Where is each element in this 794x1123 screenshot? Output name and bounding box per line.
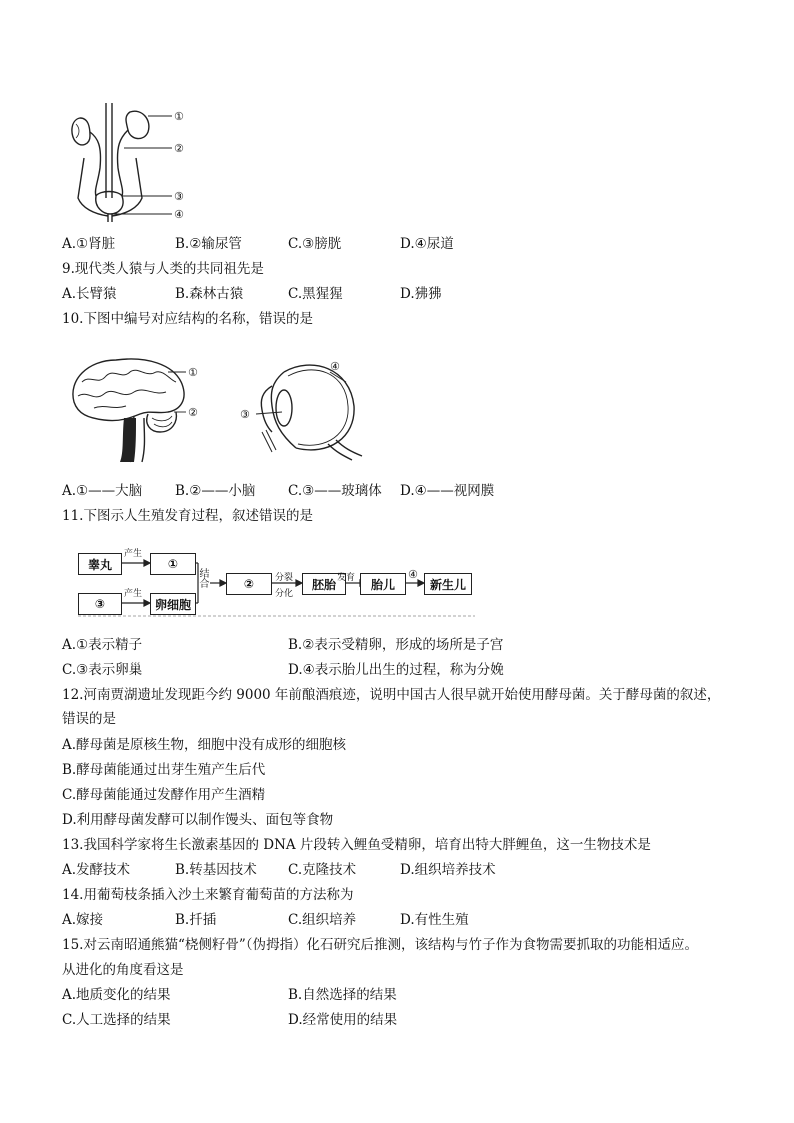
box-1: ① — [150, 553, 196, 575]
produce-label-1: 产生 — [124, 549, 143, 559]
q14-option-c[interactable]: C.组织培养 — [288, 912, 357, 928]
q11-option-a[interactable]: A.①表示精子 — [62, 637, 143, 653]
box-3: ③ — [78, 593, 122, 615]
q8-label-1: ① — [174, 110, 184, 123]
fetus-box: 胎儿 — [360, 573, 406, 595]
q10-stem: 10.下图中编号对应结构的名称，错误的是 — [62, 311, 313, 327]
q12-option-c[interactable]: C.酵母菌能通过发酵作用产生酒精 — [62, 787, 266, 803]
q11-option-b[interactable]: B.②表示受精卵，形成的场所是子宫 — [288, 637, 504, 653]
q8-option-c[interactable]: C.③膀胱 — [288, 236, 342, 252]
q10-label-4: ④ — [330, 360, 340, 373]
q10-label-2: ② — [188, 406, 198, 419]
q9-option-d[interactable]: D.狒狒 — [400, 286, 442, 302]
q10-label-3: ③ — [240, 408, 250, 421]
q14-option-b[interactable]: B.扦插 — [175, 912, 217, 928]
q10-option-b[interactable]: B.②——小脑 — [175, 483, 256, 499]
q10-option-d[interactable]: D.④——视网膜 — [400, 483, 495, 499]
q10-option-c[interactable]: C.③——玻璃体 — [288, 483, 382, 499]
produce-label-2: 产生 — [124, 589, 143, 599]
q10-label-1: ① — [188, 366, 198, 379]
newborn-box: 新生儿 — [424, 573, 472, 595]
q9-option-a[interactable]: A.长臂猿 — [62, 286, 117, 302]
eye-figure — [232, 352, 372, 464]
q12-option-b[interactable]: B.酵母菌能通过出芽生殖产生后代 — [62, 762, 266, 778]
q8-option-b[interactable]: B.②输尿管 — [175, 236, 242, 252]
combine-label: 结合 — [197, 568, 208, 588]
q15-stem-line2: 从进化的角度看这是 — [62, 962, 184, 978]
q12-option-a[interactable]: A.酵母菌是原核生物，细胞中没有成形的细胞核 — [62, 737, 347, 753]
q8-label-4: ④ — [174, 208, 184, 221]
q15-stem-line1: 15.对云南昭通熊猫“桡侧籽骨”（伪拇指）化石研究后推测，该结构与竹子作为食物需要抓取的功能相适应。 — [62, 937, 699, 953]
differentiate-label: 分化 — [275, 589, 294, 599]
q9-option-b[interactable]: B.森林古猿 — [175, 286, 244, 302]
q15-option-d[interactable]: D.经常使用的结果 — [288, 1012, 398, 1028]
q13-option-c[interactable]: C.克隆技术 — [288, 862, 357, 878]
develop-label: 发育 — [337, 573, 356, 583]
q13-stem: 13.我国科学家将生长激素基因的 DNA 片段转入鲤鱼受精卵，培育出特大胖鲤鱼，这一生物技术是 — [62, 837, 651, 853]
q8-option-d[interactable]: D.④尿道 — [400, 236, 454, 252]
q9-stem: 9.现代类人猿与人类的共同祖先是 — [62, 261, 264, 277]
step-4-label: ④ — [408, 568, 418, 581]
q11-option-d[interactable]: D.④表示胎儿出生的过程，称为分娩 — [288, 662, 504, 678]
q8-option-a[interactable]: A.①肾脏 — [62, 236, 116, 252]
q15-option-b[interactable]: B.自然选择的结果 — [288, 987, 397, 1003]
urinary-system-figure — [64, 98, 204, 223]
q12-stem-line2: 错误的是 — [62, 711, 116, 727]
egg-cell-box: 卵细胞 — [150, 593, 196, 615]
q10-option-a[interactable]: A.①——大脑 — [62, 483, 143, 499]
testis-box: 睾丸 — [78, 553, 122, 575]
q11-option-c[interactable]: C.③表示卵巢 — [62, 662, 143, 678]
q14-stem: 14.用葡萄枝条插入沙土来繁育葡萄苗的方法称为 — [62, 887, 354, 903]
q12-stem-line1: 12.河南贾湖遗址发现距今约 9000 年前酿酒痕迹，说明中国古人很早就开始使用酵母菌。关于酵母菌的叙述， — [62, 687, 721, 703]
flowchart-arrows — [70, 540, 490, 620]
box-2: ② — [226, 573, 272, 595]
q13-option-b[interactable]: B.转基因技术 — [175, 862, 257, 878]
embryo-box: 胚胎 — [302, 573, 346, 595]
q11-stem: 11.下图示人生殖发育过程，叙述错误的是 — [62, 508, 313, 524]
q14-option-d[interactable]: D.有性生殖 — [400, 912, 469, 928]
q8-label-3: ③ — [174, 190, 184, 203]
q15-option-a[interactable]: A.地质变化的结果 — [62, 987, 171, 1003]
q15-option-c[interactable]: C.人工选择的结果 — [62, 1012, 171, 1028]
q12-option-d[interactable]: D.利用酵母菌发酵可以制作馒头、面包等食物 — [62, 812, 334, 828]
divide-label: 分裂 — [275, 573, 294, 583]
q13-option-a[interactable]: A.发酵技术 — [62, 862, 131, 878]
brain-figure — [64, 352, 214, 464]
q9-option-c[interactable]: C.黑猩猩 — [288, 286, 343, 302]
q14-option-a[interactable]: A.嫁接 — [62, 912, 104, 928]
q13-option-d[interactable]: D.组织培养技术 — [400, 862, 496, 878]
q8-label-2: ② — [174, 142, 184, 155]
